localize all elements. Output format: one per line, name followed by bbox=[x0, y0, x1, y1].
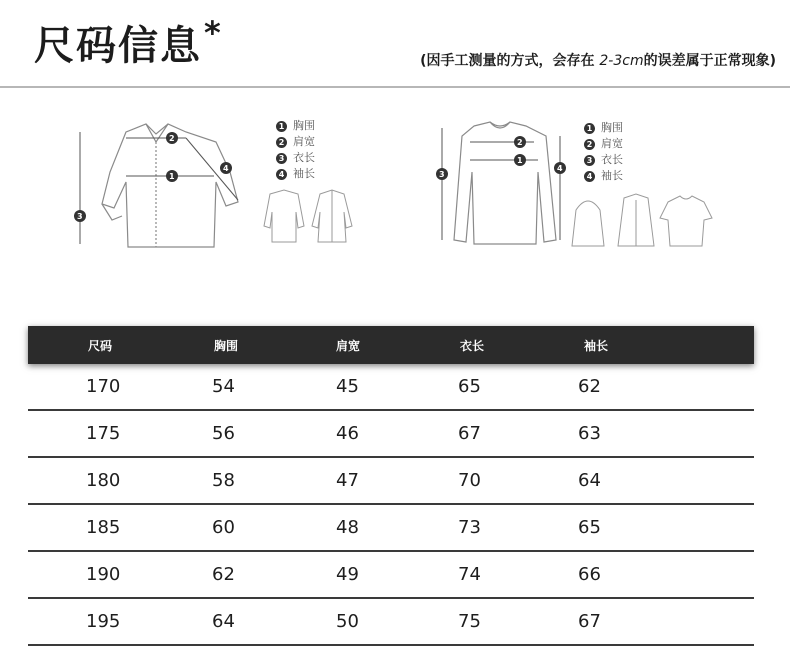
cell-size: 190 bbox=[86, 564, 121, 585]
jacket-thumbnails bbox=[262, 186, 362, 248]
cell-sleeve: 62 bbox=[578, 376, 601, 397]
cell-chest: 58 bbox=[212, 470, 235, 491]
legend-item: 4 袖长 bbox=[584, 168, 623, 184]
cell-size: 170 bbox=[86, 376, 121, 397]
cell-shoulder: 48 bbox=[336, 517, 359, 538]
cell-sleeve: 63 bbox=[578, 423, 601, 444]
cell-shoulder: 50 bbox=[336, 611, 359, 632]
cell-size: 175 bbox=[86, 423, 121, 444]
cell-chest: 56 bbox=[212, 423, 235, 444]
cell-length: 73 bbox=[458, 517, 481, 538]
legend-label: 肩宽 bbox=[293, 135, 315, 148]
table-row bbox=[28, 552, 754, 599]
measurement-note bbox=[420, 50, 776, 70]
table-row bbox=[28, 411, 754, 458]
note-suffix: 的误差属于正常现象) bbox=[643, 53, 776, 69]
header-length: 衣长 bbox=[460, 338, 485, 353]
title-star: * bbox=[204, 14, 223, 52]
svg-text:4: 4 bbox=[223, 164, 229, 173]
legend-left bbox=[276, 118, 315, 182]
cell-length: 74 bbox=[458, 564, 481, 585]
cell-length: 65 bbox=[458, 376, 481, 397]
cell-size: 180 bbox=[86, 470, 121, 491]
header-size: 尺码 bbox=[88, 338, 113, 353]
cell-chest: 64 bbox=[212, 611, 235, 632]
cell-sleeve: 64 bbox=[578, 470, 601, 491]
svg-text:2: 2 bbox=[517, 138, 523, 147]
table-row bbox=[28, 505, 754, 552]
size-table bbox=[28, 326, 754, 646]
legend-item: 3 衣长 bbox=[584, 152, 623, 168]
svg-text:3: 3 bbox=[77, 212, 83, 221]
cell-shoulder: 46 bbox=[336, 423, 359, 444]
note-prefix: (因手工测量的方式，会存在 bbox=[420, 53, 595, 69]
cell-chest: 60 bbox=[212, 517, 235, 538]
cell-shoulder: 49 bbox=[336, 564, 359, 585]
header-divider bbox=[0, 86, 790, 88]
cell-length: 75 bbox=[458, 611, 481, 632]
cell-size: 195 bbox=[86, 611, 121, 632]
svg-text:4: 4 bbox=[557, 164, 563, 173]
legend-label: 胸围 bbox=[293, 119, 315, 132]
shirt-measurement-illustration bbox=[68, 112, 268, 262]
header-chest: 胸围 bbox=[214, 338, 239, 353]
cell-shoulder: 45 bbox=[336, 376, 359, 397]
cell-sleeve: 66 bbox=[578, 564, 601, 585]
legend-label: 肩宽 bbox=[601, 137, 623, 150]
cell-chest: 62 bbox=[212, 564, 235, 585]
table-row bbox=[28, 364, 754, 411]
legend-right bbox=[584, 120, 623, 184]
legend-label: 袖长 bbox=[293, 167, 315, 180]
cell-sleeve: 65 bbox=[578, 517, 601, 538]
legend-item: 1 胸围 bbox=[584, 120, 623, 136]
title-text: 尺码信息 bbox=[34, 23, 202, 69]
legend-item: 1 胸围 bbox=[276, 118, 315, 134]
table-row bbox=[28, 458, 754, 505]
svg-text:3: 3 bbox=[439, 170, 445, 179]
note-range: 2-3cm bbox=[599, 53, 644, 69]
legend-item: 4 袖长 bbox=[276, 166, 315, 182]
sweater-measurement-illustration bbox=[434, 112, 574, 262]
cell-shoulder: 47 bbox=[336, 470, 359, 491]
table-row bbox=[28, 599, 754, 646]
cell-length: 70 bbox=[458, 470, 481, 491]
legend-label: 袖长 bbox=[601, 169, 623, 182]
svg-text:1: 1 bbox=[517, 156, 523, 165]
legend-label: 衣长 bbox=[293, 151, 315, 164]
legend-label: 衣长 bbox=[601, 153, 623, 166]
svg-text:1: 1 bbox=[169, 172, 175, 181]
table-header bbox=[28, 326, 754, 364]
legend-label: 胸围 bbox=[601, 121, 623, 134]
cell-size: 185 bbox=[86, 517, 121, 538]
garment-thumbnails bbox=[570, 190, 720, 252]
cell-sleeve: 67 bbox=[578, 611, 601, 632]
legend-item: 2 肩宽 bbox=[584, 136, 623, 152]
legend-item: 2 肩宽 bbox=[276, 134, 315, 150]
legend-item: 3 衣长 bbox=[276, 150, 315, 166]
page-title bbox=[34, 14, 223, 71]
header-sleeve: 袖长 bbox=[584, 338, 609, 353]
header-shoulder: 肩宽 bbox=[336, 338, 361, 353]
cell-chest: 54 bbox=[212, 376, 235, 397]
svg-text:2: 2 bbox=[169, 134, 175, 143]
cell-length: 67 bbox=[458, 423, 481, 444]
